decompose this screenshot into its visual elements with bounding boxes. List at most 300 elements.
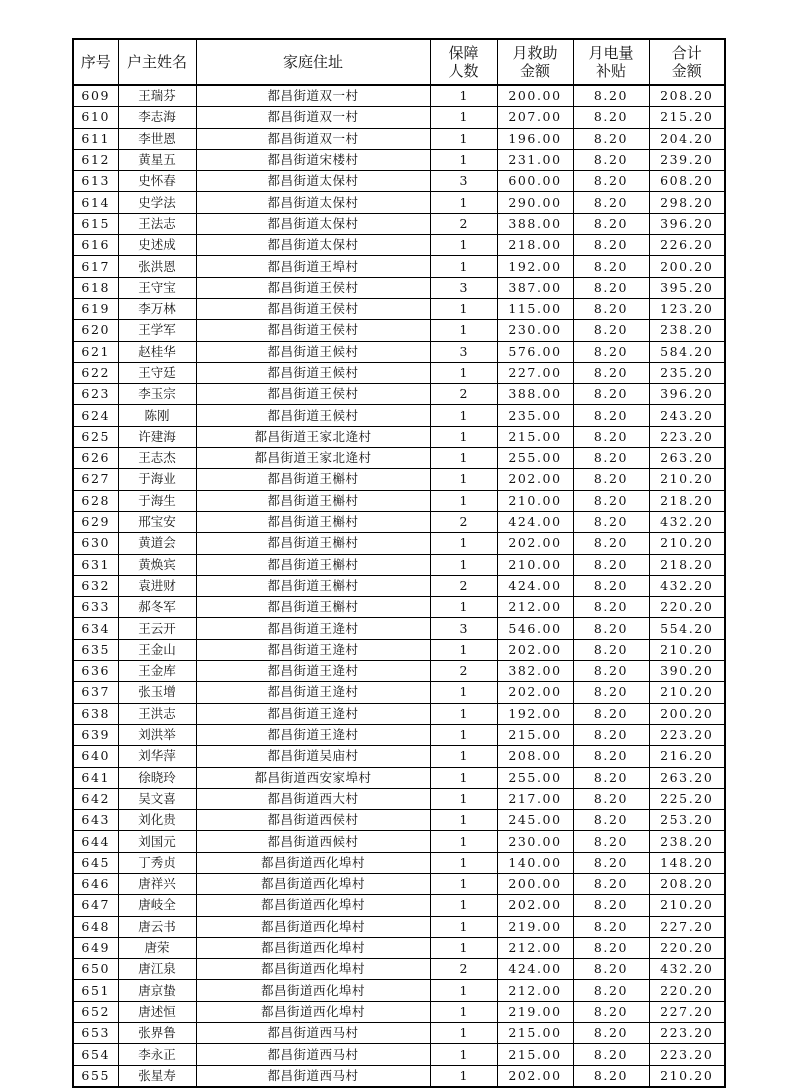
table-row [73, 916, 725, 937]
cell-no: 613 [73, 171, 118, 192]
cell-persons: 1 [430, 107, 497, 128]
cell-subsidy: 8.20 [573, 448, 649, 469]
cell-no: 650 [73, 959, 118, 980]
cell-name: 刘洪举 [118, 724, 196, 745]
cell-relief: 219.00 [497, 1001, 573, 1022]
cell-persons: 1 [430, 192, 497, 213]
cell-persons: 2 [430, 959, 497, 980]
table-row [73, 405, 725, 426]
cell-persons: 2 [430, 661, 497, 682]
cell-persons: 1 [430, 937, 497, 958]
cell-name: 唐江泉 [118, 959, 196, 980]
table-row [73, 831, 725, 852]
cell-total: 208.20 [649, 85, 725, 107]
cell-no: 625 [73, 426, 118, 447]
cell-no: 629 [73, 511, 118, 532]
cell-total: 210.20 [649, 639, 725, 660]
cell-persons: 1 [430, 873, 497, 894]
cell-total: 227.20 [649, 1001, 725, 1022]
table-row [73, 767, 725, 788]
cell-no: 612 [73, 149, 118, 170]
cell-no: 611 [73, 128, 118, 149]
header-no [73, 39, 118, 85]
cell-address: 都昌街道王槲村 [196, 469, 430, 490]
cell-relief: 255.00 [497, 767, 573, 788]
cell-total: 396.20 [649, 213, 725, 234]
cell-no: 630 [73, 533, 118, 554]
table-row [73, 724, 725, 745]
cell-address: 都昌街道王逄村 [196, 661, 430, 682]
cell-persons: 1 [430, 895, 497, 916]
cell-subsidy: 8.20 [573, 575, 649, 596]
cell-subsidy: 8.20 [573, 107, 649, 128]
cell-address: 都昌街道吴庙村 [196, 746, 430, 767]
cell-no: 655 [73, 1065, 118, 1087]
cell-subsidy: 8.20 [573, 788, 649, 809]
cell-name: 王洪志 [118, 703, 196, 724]
cell-address: 都昌街道王候村 [196, 362, 430, 383]
cell-no: 637 [73, 682, 118, 703]
cell-total: 148.20 [649, 852, 725, 873]
cell-persons: 1 [430, 426, 497, 447]
cell-total: 608.20 [649, 171, 725, 192]
cell-address: 都昌街道西化埠村 [196, 873, 430, 894]
cell-relief: 231.00 [497, 149, 573, 170]
cell-subsidy: 8.20 [573, 426, 649, 447]
cell-persons: 1 [430, 682, 497, 703]
cell-relief: 140.00 [497, 852, 573, 873]
cell-subsidy: 8.20 [573, 362, 649, 383]
table-row [73, 980, 725, 1001]
cell-subsidy: 8.20 [573, 277, 649, 298]
cell-relief: 290.00 [497, 192, 573, 213]
cell-total: 220.20 [649, 980, 725, 1001]
cell-subsidy: 8.20 [573, 469, 649, 490]
cell-name: 吴文喜 [118, 788, 196, 809]
cell-relief: 576.00 [497, 341, 573, 362]
header-persons-line2: 人数 [448, 62, 479, 80]
cell-address: 都昌街道王埠村 [196, 256, 430, 277]
cell-relief: 235.00 [497, 405, 573, 426]
cell-address: 都昌街道王逄村 [196, 703, 430, 724]
cell-address: 都昌街道太保村 [196, 235, 430, 256]
cell-address: 都昌街道王候村 [196, 341, 430, 362]
cell-persons: 3 [430, 341, 497, 362]
header-address [196, 39, 430, 85]
cell-name: 王守廷 [118, 362, 196, 383]
cell-address: 都昌街道西化埠村 [196, 937, 430, 958]
cell-persons: 1 [430, 448, 497, 469]
cell-relief: 424.00 [497, 511, 573, 532]
cell-relief: 200.00 [497, 873, 573, 894]
cell-persons: 1 [430, 746, 497, 767]
cell-subsidy: 8.20 [573, 959, 649, 980]
table-row [73, 959, 725, 980]
table-row [73, 873, 725, 894]
cell-no: 617 [73, 256, 118, 277]
cell-total: 239.20 [649, 149, 725, 170]
cell-address: 都昌街道西马村 [196, 1023, 430, 1044]
header-total-line1: 合计 [671, 44, 702, 62]
cell-relief: 230.00 [497, 831, 573, 852]
cell-persons: 1 [430, 852, 497, 873]
cell-address: 都昌街道双一村 [196, 85, 430, 107]
cell-relief: 202.00 [497, 639, 573, 660]
cell-address: 都昌街道西马村 [196, 1044, 430, 1065]
cell-subsidy: 8.20 [573, 618, 649, 639]
cell-address: 都昌街道太保村 [196, 171, 430, 192]
cell-relief: 210.00 [497, 490, 573, 511]
cell-subsidy: 8.20 [573, 937, 649, 958]
cell-persons: 2 [430, 511, 497, 532]
cell-subsidy: 8.20 [573, 682, 649, 703]
cell-persons: 2 [430, 575, 497, 596]
cell-no: 635 [73, 639, 118, 660]
cell-no: 632 [73, 575, 118, 596]
cell-relief: 212.00 [497, 937, 573, 958]
cell-total: 223.20 [649, 1044, 725, 1065]
cell-relief: 245.00 [497, 810, 573, 831]
table-row [73, 1044, 725, 1065]
cell-no: 623 [73, 384, 118, 405]
table-row [73, 426, 725, 447]
table-row [73, 235, 725, 256]
cell-persons: 2 [430, 213, 497, 234]
cell-name: 刘化贵 [118, 810, 196, 831]
cell-relief: 192.00 [497, 703, 573, 724]
cell-address: 都昌街道宋楼村 [196, 149, 430, 170]
cell-total: 396.20 [649, 384, 725, 405]
cell-no: 636 [73, 661, 118, 682]
cell-relief: 215.00 [497, 426, 573, 447]
cell-subsidy: 8.20 [573, 533, 649, 554]
cell-total: 227.20 [649, 916, 725, 937]
cell-address: 都昌街道西化埠村 [196, 980, 430, 1001]
table-row [73, 682, 725, 703]
cell-no: 647 [73, 895, 118, 916]
table-body [73, 85, 725, 1087]
cell-address: 都昌街道西化埠村 [196, 852, 430, 873]
table-row [73, 554, 725, 575]
cell-no: 653 [73, 1023, 118, 1044]
cell-total: 210.20 [649, 895, 725, 916]
table-row [73, 213, 725, 234]
cell-subsidy: 8.20 [573, 128, 649, 149]
cell-persons: 1 [430, 405, 497, 426]
cell-name: 李万林 [118, 298, 196, 319]
table-row [73, 341, 725, 362]
cell-address: 都昌街道王逄村 [196, 724, 430, 745]
cell-relief: 202.00 [497, 1065, 573, 1087]
cell-subsidy: 8.20 [573, 895, 649, 916]
cell-total: 223.20 [649, 1023, 725, 1044]
cell-no: 624 [73, 405, 118, 426]
cell-name: 刘国元 [118, 831, 196, 852]
cell-address: 都昌街道王侯村 [196, 384, 430, 405]
cell-persons: 3 [430, 618, 497, 639]
cell-persons: 1 [430, 916, 497, 937]
cell-address: 都昌街道双一村 [196, 107, 430, 128]
cell-persons: 1 [430, 831, 497, 852]
header-name [118, 39, 196, 85]
table-row [73, 618, 725, 639]
cell-no: 645 [73, 852, 118, 873]
cell-no: 651 [73, 980, 118, 1001]
cell-address: 都昌街道王槲村 [196, 554, 430, 575]
cell-relief: 115.00 [497, 298, 573, 319]
cell-no: 648 [73, 916, 118, 937]
cell-name: 黄星五 [118, 149, 196, 170]
cell-subsidy: 8.20 [573, 767, 649, 788]
cell-total: 390.20 [649, 661, 725, 682]
cell-subsidy: 8.20 [573, 639, 649, 660]
cell-no: 619 [73, 298, 118, 319]
cell-address: 都昌街道西化埠村 [196, 1001, 430, 1022]
cell-address: 都昌街道西安家埠村 [196, 767, 430, 788]
cell-address: 都昌街道太保村 [196, 192, 430, 213]
table-row [73, 661, 725, 682]
cell-name: 唐述恒 [118, 1001, 196, 1022]
cell-name: 于海业 [118, 469, 196, 490]
cell-relief: 215.00 [497, 1023, 573, 1044]
cell-subsidy: 8.20 [573, 1065, 649, 1087]
cell-subsidy: 8.20 [573, 980, 649, 1001]
cell-name: 李玉宗 [118, 384, 196, 405]
cell-no: 628 [73, 490, 118, 511]
cell-name: 李永正 [118, 1044, 196, 1065]
cell-total: 210.20 [649, 533, 725, 554]
cell-no: 616 [73, 235, 118, 256]
cell-address: 都昌街道西侯村 [196, 810, 430, 831]
cell-persons: 3 [430, 171, 497, 192]
cell-no: 642 [73, 788, 118, 809]
cell-subsidy: 8.20 [573, 171, 649, 192]
table-row [73, 575, 725, 596]
cell-relief: 212.00 [497, 980, 573, 1001]
table-row [73, 171, 725, 192]
header-subsidy-line2: 补贴 [595, 62, 626, 80]
cell-total: 218.20 [649, 490, 725, 511]
header-no-label: 序号 [80, 53, 111, 71]
cell-total: 210.20 [649, 469, 725, 490]
cell-total: 216.20 [649, 746, 725, 767]
table-row [73, 533, 725, 554]
header-address-label: 家庭住址 [282, 53, 343, 71]
cell-subsidy: 8.20 [573, 916, 649, 937]
header-total-line2: 金额 [671, 62, 702, 80]
cell-total: 218.20 [649, 554, 725, 575]
table-row [73, 320, 725, 341]
cell-subsidy: 8.20 [573, 256, 649, 277]
cell-subsidy: 8.20 [573, 298, 649, 319]
cell-subsidy: 8.20 [573, 490, 649, 511]
cell-subsidy: 8.20 [573, 213, 649, 234]
cell-total: 123.20 [649, 298, 725, 319]
cell-name: 唐京蛰 [118, 980, 196, 1001]
cell-subsidy: 8.20 [573, 746, 649, 767]
cell-relief: 202.00 [497, 682, 573, 703]
table-row [73, 298, 725, 319]
table-row [73, 128, 725, 149]
cell-subsidy: 8.20 [573, 724, 649, 745]
cell-address: 都昌街道王槲村 [196, 533, 430, 554]
cell-persons: 1 [430, 639, 497, 660]
cell-address: 都昌街道西化埠村 [196, 895, 430, 916]
cell-name: 唐云书 [118, 916, 196, 937]
cell-persons: 1 [430, 256, 497, 277]
cell-relief: 192.00 [497, 256, 573, 277]
cell-no: 633 [73, 597, 118, 618]
cell-persons: 1 [430, 1044, 497, 1065]
cell-address: 都昌街道王侯村 [196, 298, 430, 319]
cell-persons: 1 [430, 980, 497, 1001]
cell-relief: 546.00 [497, 618, 573, 639]
cell-address: 都昌街道王槲村 [196, 575, 430, 596]
cell-relief: 255.00 [497, 448, 573, 469]
cell-no: 631 [73, 554, 118, 575]
cell-relief: 388.00 [497, 384, 573, 405]
cell-address: 都昌街道王家北逄村 [196, 426, 430, 447]
cell-no: 652 [73, 1001, 118, 1022]
cell-name: 丁秀贞 [118, 852, 196, 873]
cell-persons: 1 [430, 362, 497, 383]
cell-subsidy: 8.20 [573, 320, 649, 341]
cell-subsidy: 8.20 [573, 810, 649, 831]
cell-relief: 217.00 [497, 788, 573, 809]
cell-persons: 1 [430, 149, 497, 170]
cell-relief: 215.00 [497, 1044, 573, 1065]
cell-no: 643 [73, 810, 118, 831]
cell-total: 554.20 [649, 618, 725, 639]
cell-name: 李志海 [118, 107, 196, 128]
cell-relief: 388.00 [497, 213, 573, 234]
cell-no: 609 [73, 85, 118, 107]
cell-persons: 1 [430, 597, 497, 618]
cell-relief: 219.00 [497, 916, 573, 937]
cell-address: 都昌街道太保村 [196, 213, 430, 234]
table-row [73, 192, 725, 213]
cell-total: 208.20 [649, 873, 725, 894]
table-row [73, 490, 725, 511]
cell-total: 432.20 [649, 511, 725, 532]
cell-subsidy: 8.20 [573, 1001, 649, 1022]
cell-subsidy: 8.20 [573, 831, 649, 852]
cell-no: 654 [73, 1044, 118, 1065]
cell-address: 都昌街道王家北逄村 [196, 448, 430, 469]
cell-address: 都昌街道王侯村 [196, 277, 430, 298]
cell-relief: 210.00 [497, 554, 573, 575]
cell-name: 许建海 [118, 426, 196, 447]
cell-total: 220.20 [649, 937, 725, 958]
header-subsidy-line1: 月电量 [588, 44, 634, 62]
cell-name: 徐晓玲 [118, 767, 196, 788]
table-row [73, 895, 725, 916]
cell-relief: 196.00 [497, 128, 573, 149]
cell-total: 253.20 [649, 810, 725, 831]
cell-name: 唐荣 [118, 937, 196, 958]
cell-total: 226.20 [649, 235, 725, 256]
cell-subsidy: 8.20 [573, 852, 649, 873]
cell-name: 袁进财 [118, 575, 196, 596]
cell-name: 刘华萍 [118, 746, 196, 767]
cell-persons: 1 [430, 533, 497, 554]
cell-relief: 215.00 [497, 724, 573, 745]
cell-persons: 1 [430, 85, 497, 107]
cell-name: 唐祥兴 [118, 873, 196, 894]
cell-total: 200.20 [649, 256, 725, 277]
cell-name: 王瑞芬 [118, 85, 196, 107]
table-row [73, 469, 725, 490]
cell-total: 225.20 [649, 788, 725, 809]
cell-total: 243.20 [649, 405, 725, 426]
cell-persons: 1 [430, 1001, 497, 1022]
cell-no: 638 [73, 703, 118, 724]
cell-name: 王守宝 [118, 277, 196, 298]
cell-total: 432.20 [649, 959, 725, 980]
cell-subsidy: 8.20 [573, 554, 649, 575]
cell-relief: 387.00 [497, 277, 573, 298]
cell-persons: 1 [430, 788, 497, 809]
cell-no: 622 [73, 362, 118, 383]
cell-total: 210.20 [649, 1065, 725, 1087]
cell-relief: 200.00 [497, 85, 573, 107]
cell-no: 644 [73, 831, 118, 852]
table-row [73, 1001, 725, 1022]
cell-persons: 1 [430, 298, 497, 319]
cell-name: 史怀春 [118, 171, 196, 192]
cell-persons: 1 [430, 1065, 497, 1087]
cell-no: 614 [73, 192, 118, 213]
cell-total: 395.20 [649, 277, 725, 298]
cell-persons: 1 [430, 128, 497, 149]
cell-address: 都昌街道王槲村 [196, 490, 430, 511]
cell-total: 238.20 [649, 320, 725, 341]
cell-no: 649 [73, 937, 118, 958]
cell-name: 史述成 [118, 235, 196, 256]
cell-address: 都昌街道王逄村 [196, 682, 430, 703]
cell-subsidy: 8.20 [573, 405, 649, 426]
table-row [73, 810, 725, 831]
relief-roster-table [72, 38, 726, 1088]
table-row [73, 788, 725, 809]
cell-subsidy: 8.20 [573, 597, 649, 618]
table-row [73, 149, 725, 170]
header-persons-line1: 保障 [448, 44, 479, 62]
cell-name: 邢宝安 [118, 511, 196, 532]
cell-name: 郝冬军 [118, 597, 196, 618]
cell-name: 黄焕宾 [118, 554, 196, 575]
cell-subsidy: 8.20 [573, 85, 649, 107]
cell-name: 赵桂华 [118, 341, 196, 362]
cell-total: 263.20 [649, 448, 725, 469]
cell-relief: 202.00 [497, 533, 573, 554]
cell-total: 204.20 [649, 128, 725, 149]
header-relief [497, 39, 573, 85]
cell-total: 223.20 [649, 426, 725, 447]
cell-no: 640 [73, 746, 118, 767]
cell-name: 张玉增 [118, 682, 196, 703]
table-row [73, 852, 725, 873]
cell-name: 张洪恩 [118, 256, 196, 277]
cell-relief: 382.00 [497, 661, 573, 682]
header-persons [430, 39, 497, 85]
table-row [73, 1023, 725, 1044]
table-row [73, 362, 725, 383]
cell-subsidy: 8.20 [573, 511, 649, 532]
cell-persons: 2 [430, 384, 497, 405]
table-row [73, 384, 725, 405]
cell-address: 都昌街道王槲村 [196, 511, 430, 532]
